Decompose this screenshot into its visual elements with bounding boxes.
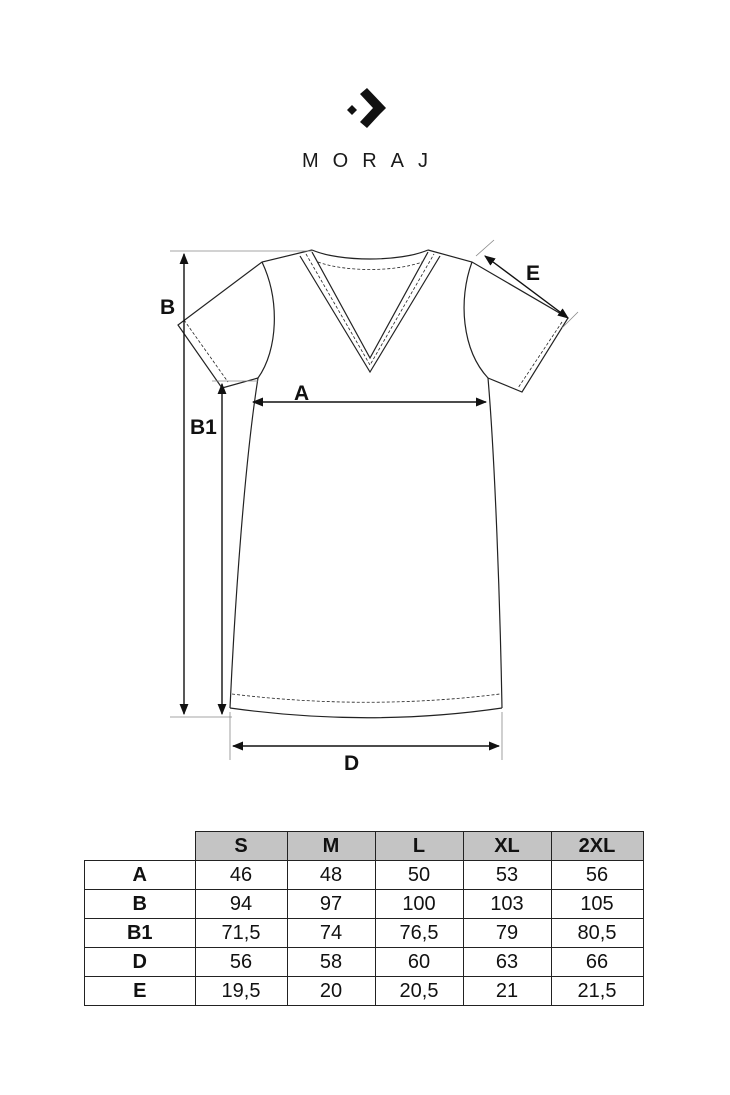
label-b1: B1 [190,416,217,439]
size-header-s: S [195,832,287,861]
label-a: A [294,382,310,405]
table-row [85,890,644,919]
tshirt-outline [178,250,568,718]
table-cell: 63 [463,948,551,977]
table-cell: 58 [287,948,375,977]
table-row [85,977,644,1006]
label-d: D [344,752,360,775]
table-cell: 46 [195,861,287,890]
size-header-m: M [287,832,375,861]
label-e: E [526,262,541,285]
table-cell: 71,5 [195,919,287,948]
table-cell: 20 [287,977,375,1006]
table-cell: 100 [375,890,463,919]
row-label: D [85,948,196,977]
size-header-2xl: 2XL [551,832,643,861]
size-chart-table [84,831,644,1006]
size-header-row [85,832,644,861]
table-cell: 20,5 [375,977,463,1006]
table-cell: 19,5 [195,977,287,1006]
table-corner [85,832,196,861]
brand-name: MORAJ [302,150,442,172]
table-cell: 105 [551,890,643,919]
table-cell: 97 [287,890,375,919]
table-cell: 66 [551,948,643,977]
table-cell: 79 [463,919,551,948]
table-cell: 56 [195,948,287,977]
table-cell: 60 [375,948,463,977]
table-row [85,919,644,948]
table-cell: 76,5 [375,919,463,948]
size-header-l: L [375,832,463,861]
table-row [85,861,644,890]
table-cell: 56 [551,861,643,890]
table-cell: 94 [195,890,287,919]
table-cell: 74 [287,919,375,948]
table-row [85,948,644,977]
row-label: E [85,977,196,1006]
size-header-xl: XL [463,832,551,861]
row-label: B [85,890,196,919]
table-cell: 48 [287,861,375,890]
label-b: B [160,296,176,319]
row-label: A [85,861,196,890]
table-cell: 80,5 [551,919,643,948]
table-cell: 103 [463,890,551,919]
table-cell: 50 [375,861,463,890]
table-cell: 21,5 [551,977,643,1006]
row-label: B1 [85,919,196,948]
table-cell: 21 [463,977,551,1006]
table-cell: 53 [463,861,551,890]
